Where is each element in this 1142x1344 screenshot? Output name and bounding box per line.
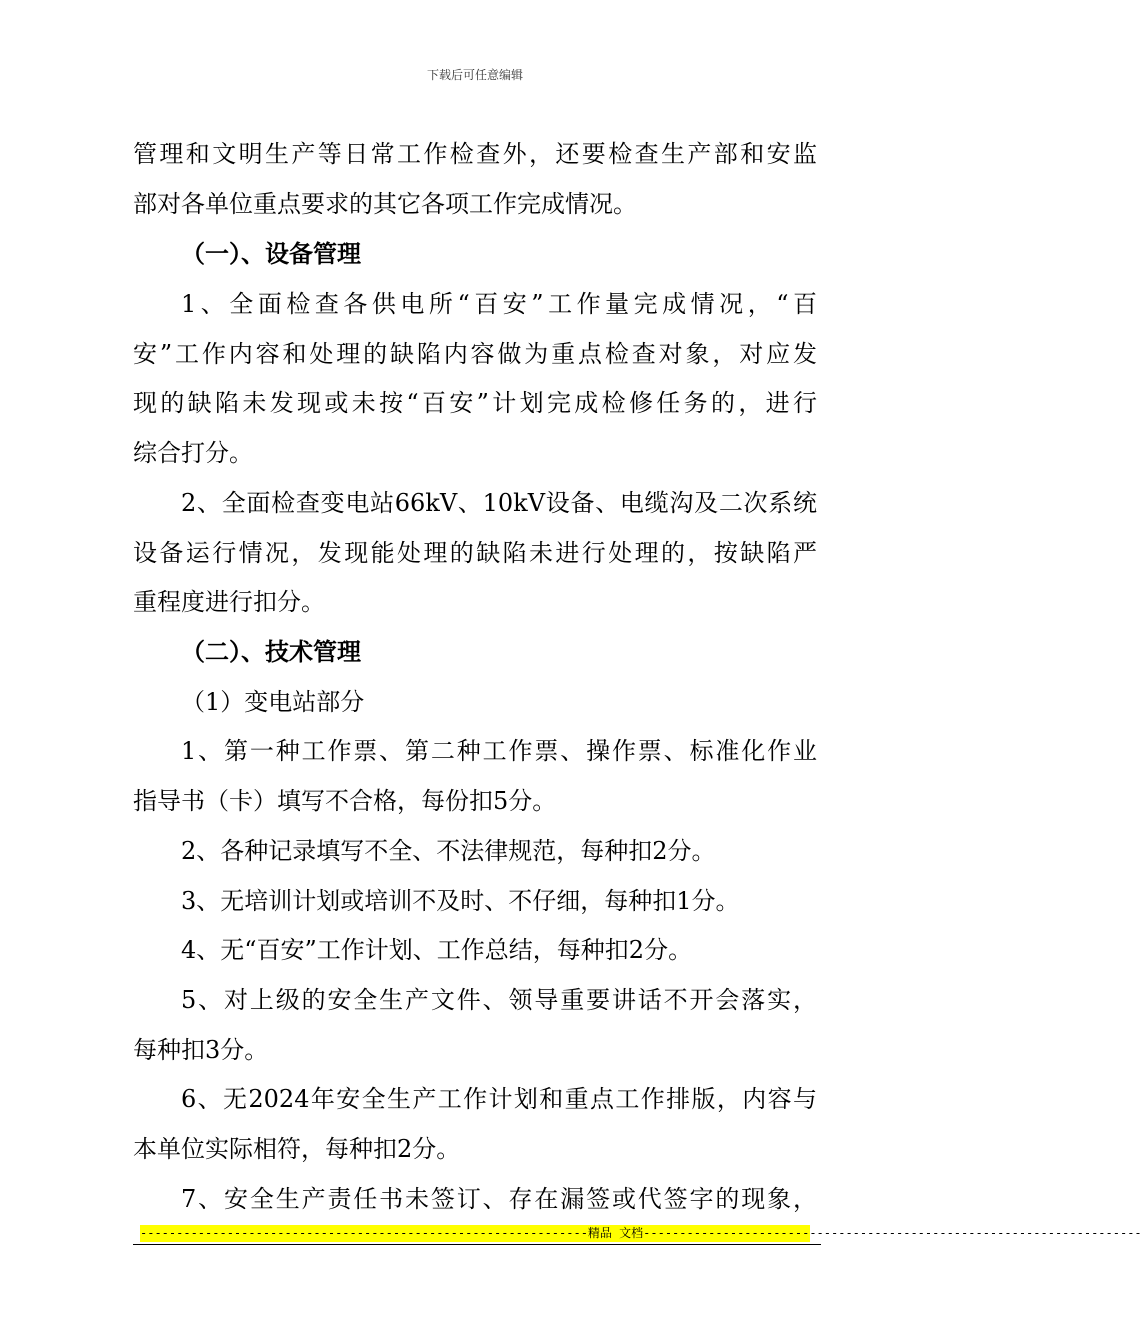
paragraph-line: 管理和文明生产等日常工作检查外，还要检查生产部和安监: [133, 140, 817, 168]
paragraph-line: 2、全面检查变电站66kV、10kV设备、电缆沟及二次系统: [181, 489, 817, 517]
section-heading: （一）、设备管理: [181, 240, 361, 268]
paragraph-line: 综合打分。: [133, 439, 253, 467]
paragraph-line: 7、安全生产责任书未签订、存在漏签或代签字的现象，: [181, 1185, 817, 1213]
paragraph-line: 部对各单位重点要求的其它各项工作完成情况。: [133, 190, 637, 218]
paragraph-line: 现的缺陷未发现或未按“百安”计划完成检修任务的，进行: [133, 389, 817, 417]
paragraph-line: 设备运行情况，发现能处理的缺陷未进行处理的，按缺陷严: [133, 539, 817, 567]
paragraph-line: 安”工作内容和处理的缺陷内容做为重点检查对象，对应发: [133, 340, 817, 368]
paragraph-line: 5、对上级的安全生产文件、领导重要讲话不开会落实，: [181, 986, 817, 1014]
paragraph-line: 重程度进行扣分。: [133, 588, 325, 616]
paragraph-line: 每种扣3分。: [133, 1036, 269, 1064]
paragraph-line: 指导书（卡）填写不合格，每份扣5分。: [133, 787, 557, 815]
paragraph-line: 4、无“百安”工作计划、工作总结，每种扣2分。: [181, 936, 693, 964]
paragraph-line: 1、全面检查各供电所“百安”工作量完成情况，“百: [181, 290, 817, 318]
page-footer-banner: --------------------------------------------------------------精品 文档---------------------------------------------------------------------: [140, 1226, 1142, 1240]
paragraph-line: 2、各种记录填写不全、不法律规范，每种扣2分。: [181, 837, 716, 865]
footer-divider: [133, 1244, 821, 1245]
paragraph-line: 1、第一种工作票、第二种工作票、操作票、标准化作业: [181, 737, 817, 765]
page-header-note: 下载后可任意编辑: [426, 68, 523, 82]
paragraph-line: 本单位实际相符，每种扣2分。: [133, 1135, 461, 1163]
paragraph-line: 6、无2024年安全生产工作计划和重点工作排版，内容与: [181, 1085, 817, 1113]
subsection-heading: （1）变电站部分: [181, 688, 365, 716]
section-heading: （二）、技术管理: [181, 638, 361, 666]
paragraph-line: 3、无培训计划或培训不及时、不仔细，每种扣1分。: [181, 887, 740, 915]
